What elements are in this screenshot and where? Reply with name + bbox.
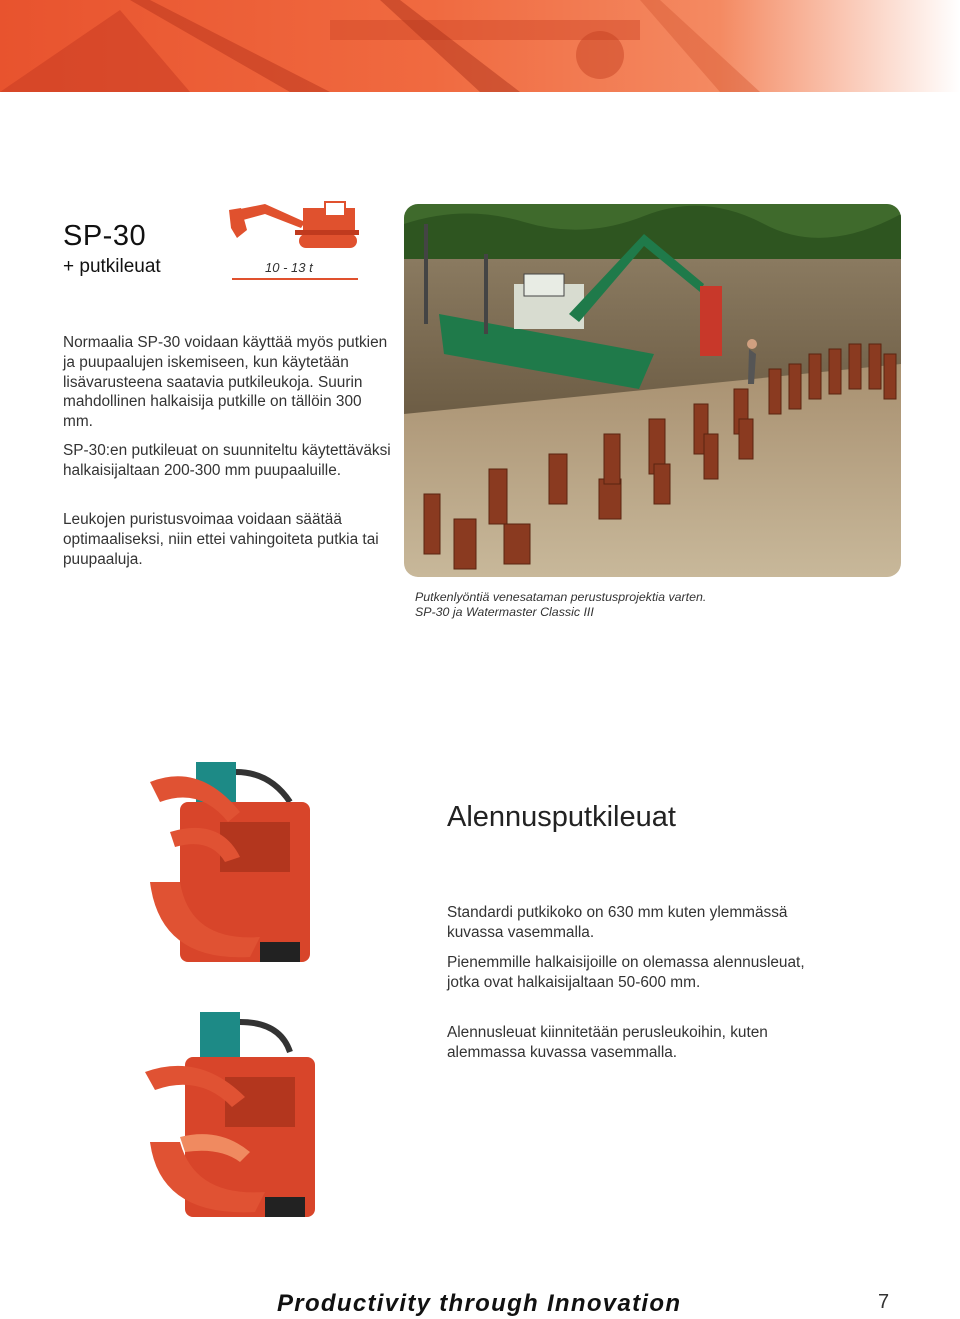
reduction-paragraph-3: Alennusleuat kiinnitetään perusleukoihin, kuten alemmassa kuvassa vasemmalla. bbox=[447, 1024, 768, 1061]
standard-pipe-grab-image bbox=[140, 762, 350, 982]
intro-paragraph-2: SP-30:en putkileuat on suunniteltu käytettäväksi halkaisijaltaan 200-300 mm puupaaluille. bbox=[63, 442, 391, 479]
excavator-icon bbox=[225, 200, 365, 255]
photo-caption-line-1: Putkenlyöntiä venesataman perustusprojektia varten. bbox=[415, 590, 707, 604]
intro-paragraph-3: Leukojen puristusvoimaa voidaan säätää optimaaliseksi, niin ettei vahingoiteta putkia tai puupaaluja. bbox=[63, 511, 379, 568]
page-subtitle: + putkileuat bbox=[63, 256, 161, 277]
section-heading: Alennusputkileuat bbox=[447, 801, 676, 833]
intro-paragraph-1: Normaalia SP-30 voidaan käyttää myös putkien ja puupaalujen iskemiseen, kun käytetään lisävarusteena saatavia putkileukoja. Suurin mahdollinen halkaisija putkille on tällöin 300 mm. bbox=[63, 334, 388, 431]
reduction-paragraph-2: Pienemmille halkaisijoille on olemassa alennusleuat, jotka ovat halkaisijaltaan 50-600 mm. bbox=[447, 954, 805, 991]
title-underline bbox=[232, 278, 358, 280]
banner-graphic bbox=[0, 0, 960, 92]
pile-driving-photo bbox=[404, 204, 901, 577]
reduction-pipe-grab-image bbox=[140, 1012, 350, 1232]
header-banner bbox=[0, 0, 960, 92]
reduction-paragraph-1: Standardi putkikoko on 630 mm kuten ylemmässä kuvassa vasemmalla. bbox=[447, 904, 788, 941]
footer-slogan: Productivity through Innovation bbox=[277, 1290, 682, 1317]
weight-class: 10 - 13 t bbox=[265, 260, 313, 275]
photo-caption-line-2: SP-30 ja Watermaster Classic III bbox=[415, 605, 594, 619]
page-title: SP-30 bbox=[63, 220, 147, 252]
page-number: 7 bbox=[878, 1291, 890, 1313]
